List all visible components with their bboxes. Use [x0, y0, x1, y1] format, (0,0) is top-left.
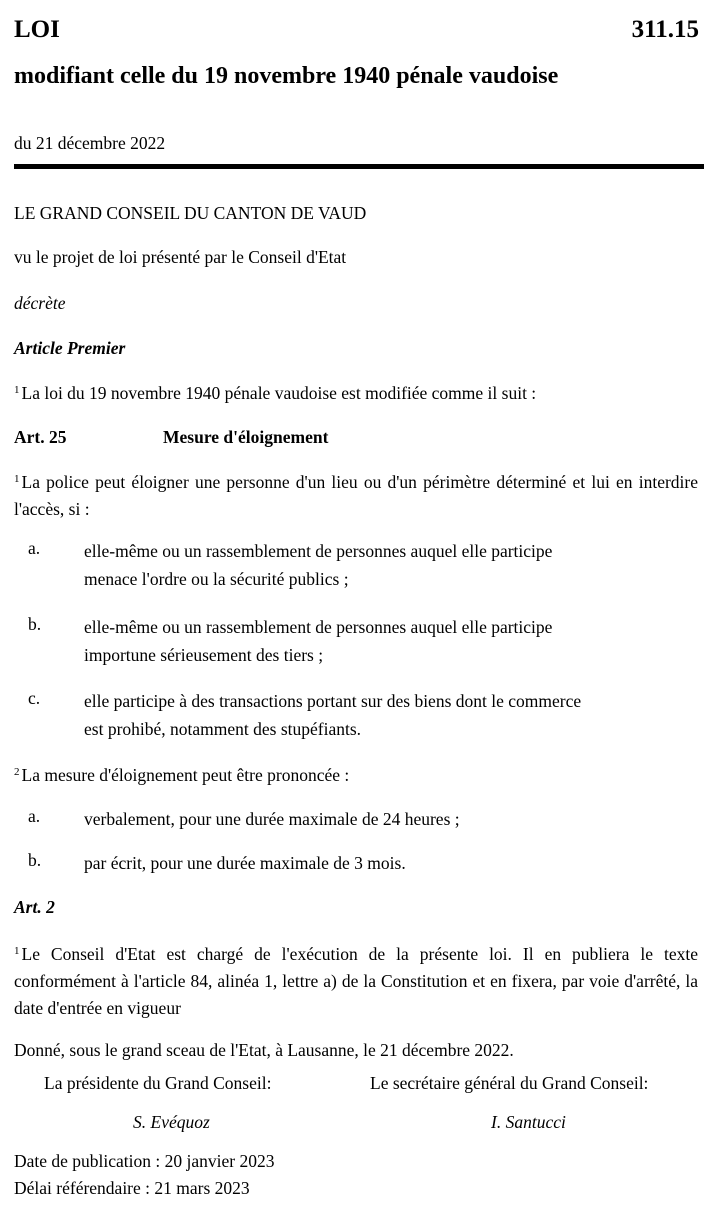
art25-label: Art. 25 — [14, 427, 67, 447]
preamble-considering: vu le projet de loi présenté par le Conseil d'Etat — [14, 247, 347, 267]
paragraph-text: La police peut éloigner une personne d'un lieu ou d'un périmètre déterminé et lui en interdire l'accès, si : — [14, 472, 698, 519]
list-item — [0, 850, 713, 880]
header-divider — [14, 164, 704, 169]
paragraph-number: 1 — [14, 473, 20, 485]
secretary-title: Le secrétaire général du Grand Conseil: — [370, 1073, 649, 1093]
list-item-line: menace l'ordre ou la sécurité publics ; — [84, 569, 349, 589]
paragraph-text: La mesure d'éloignement peut être prononcée : — [21, 765, 350, 785]
list-item-line: par écrit, pour une durée maximale de 3 mois. — [84, 853, 406, 873]
list-item-letter: c. — [28, 688, 41, 708]
list-item-letter: a. — [28, 538, 41, 558]
law-number: 311.15 — [631, 16, 699, 43]
list-item-letter: a. — [28, 806, 41, 826]
art25-title: Mesure d'éloignement — [163, 427, 329, 447]
art2-heading: Art. 2 — [14, 897, 55, 917]
preamble-decrees: décrète — [14, 293, 66, 313]
paragraph-number: 1 — [14, 384, 20, 396]
list-item-line: importune sérieusement des tiers ; — [84, 645, 324, 665]
list-item-line: elle participe à des transactions portant sur des biens dont le commerce — [84, 691, 582, 711]
law-type: LOI — [14, 16, 60, 43]
list-item-line: est prohibé, notamment des stupéfiants. — [84, 719, 362, 739]
president-title: La présidente du Grand Conseil: — [44, 1073, 272, 1093]
president-name: S. Evéquoz — [133, 1112, 210, 1132]
list-item — [0, 614, 713, 674]
paragraph-number: 1 — [14, 945, 20, 957]
secretary-name: I. Santucci — [491, 1112, 566, 1132]
paragraph-text: Le Conseil d'Etat est chargé de l'exécution de la présente loi. Il en publiera le texte conformément à l'article 84, alinéa 1, lettre a) de la Constitution et en fixera, par voie d'arrêté, la date d'entrée en vigueur — [14, 944, 698, 1018]
list-item-letter: b. — [28, 614, 42, 634]
paragraph-text: La loi du 19 novembre 1940 pénale vaudoise est modifiée comme il suit : — [21, 383, 537, 403]
law-title: modifiant celle du 19 novembre 1940 pénale vaudoise — [14, 63, 559, 89]
publication-date: Date de publication : 20 janvier 2023 — [14, 1151, 275, 1171]
list-item — [0, 806, 713, 836]
list-item-line: elle-même ou un rassemblement de personnes auquel elle participe — [84, 617, 553, 637]
list-item — [0, 538, 713, 598]
given-at: Donné, sous le grand sceau de l'Etat, à Lausanne, le 21 décembre 2022. — [14, 1040, 514, 1060]
list-item-letter: b. — [28, 850, 42, 870]
referendum-deadline: Délai référendaire : 21 mars 2023 — [14, 1178, 250, 1198]
list-item — [0, 688, 713, 748]
list-item-line: elle-même ou un rassemblement de personnes auquel elle participe — [84, 541, 553, 561]
paragraph-number: 2 — [14, 766, 20, 778]
list-item-line: verbalement, pour une durée maximale de 24 heures ; — [84, 809, 460, 829]
article-premier-heading: Article Premier — [14, 338, 126, 358]
art25-para2 — [14, 765, 349, 786]
article-premier-para1 — [14, 383, 536, 404]
art25-para1 — [14, 466, 698, 523]
art2-para1 — [14, 938, 698, 1022]
law-date: du 21 décembre 2022 — [14, 133, 166, 153]
preamble-authority: LE GRAND CONSEIL DU CANTON DE VAUD — [14, 203, 367, 223]
